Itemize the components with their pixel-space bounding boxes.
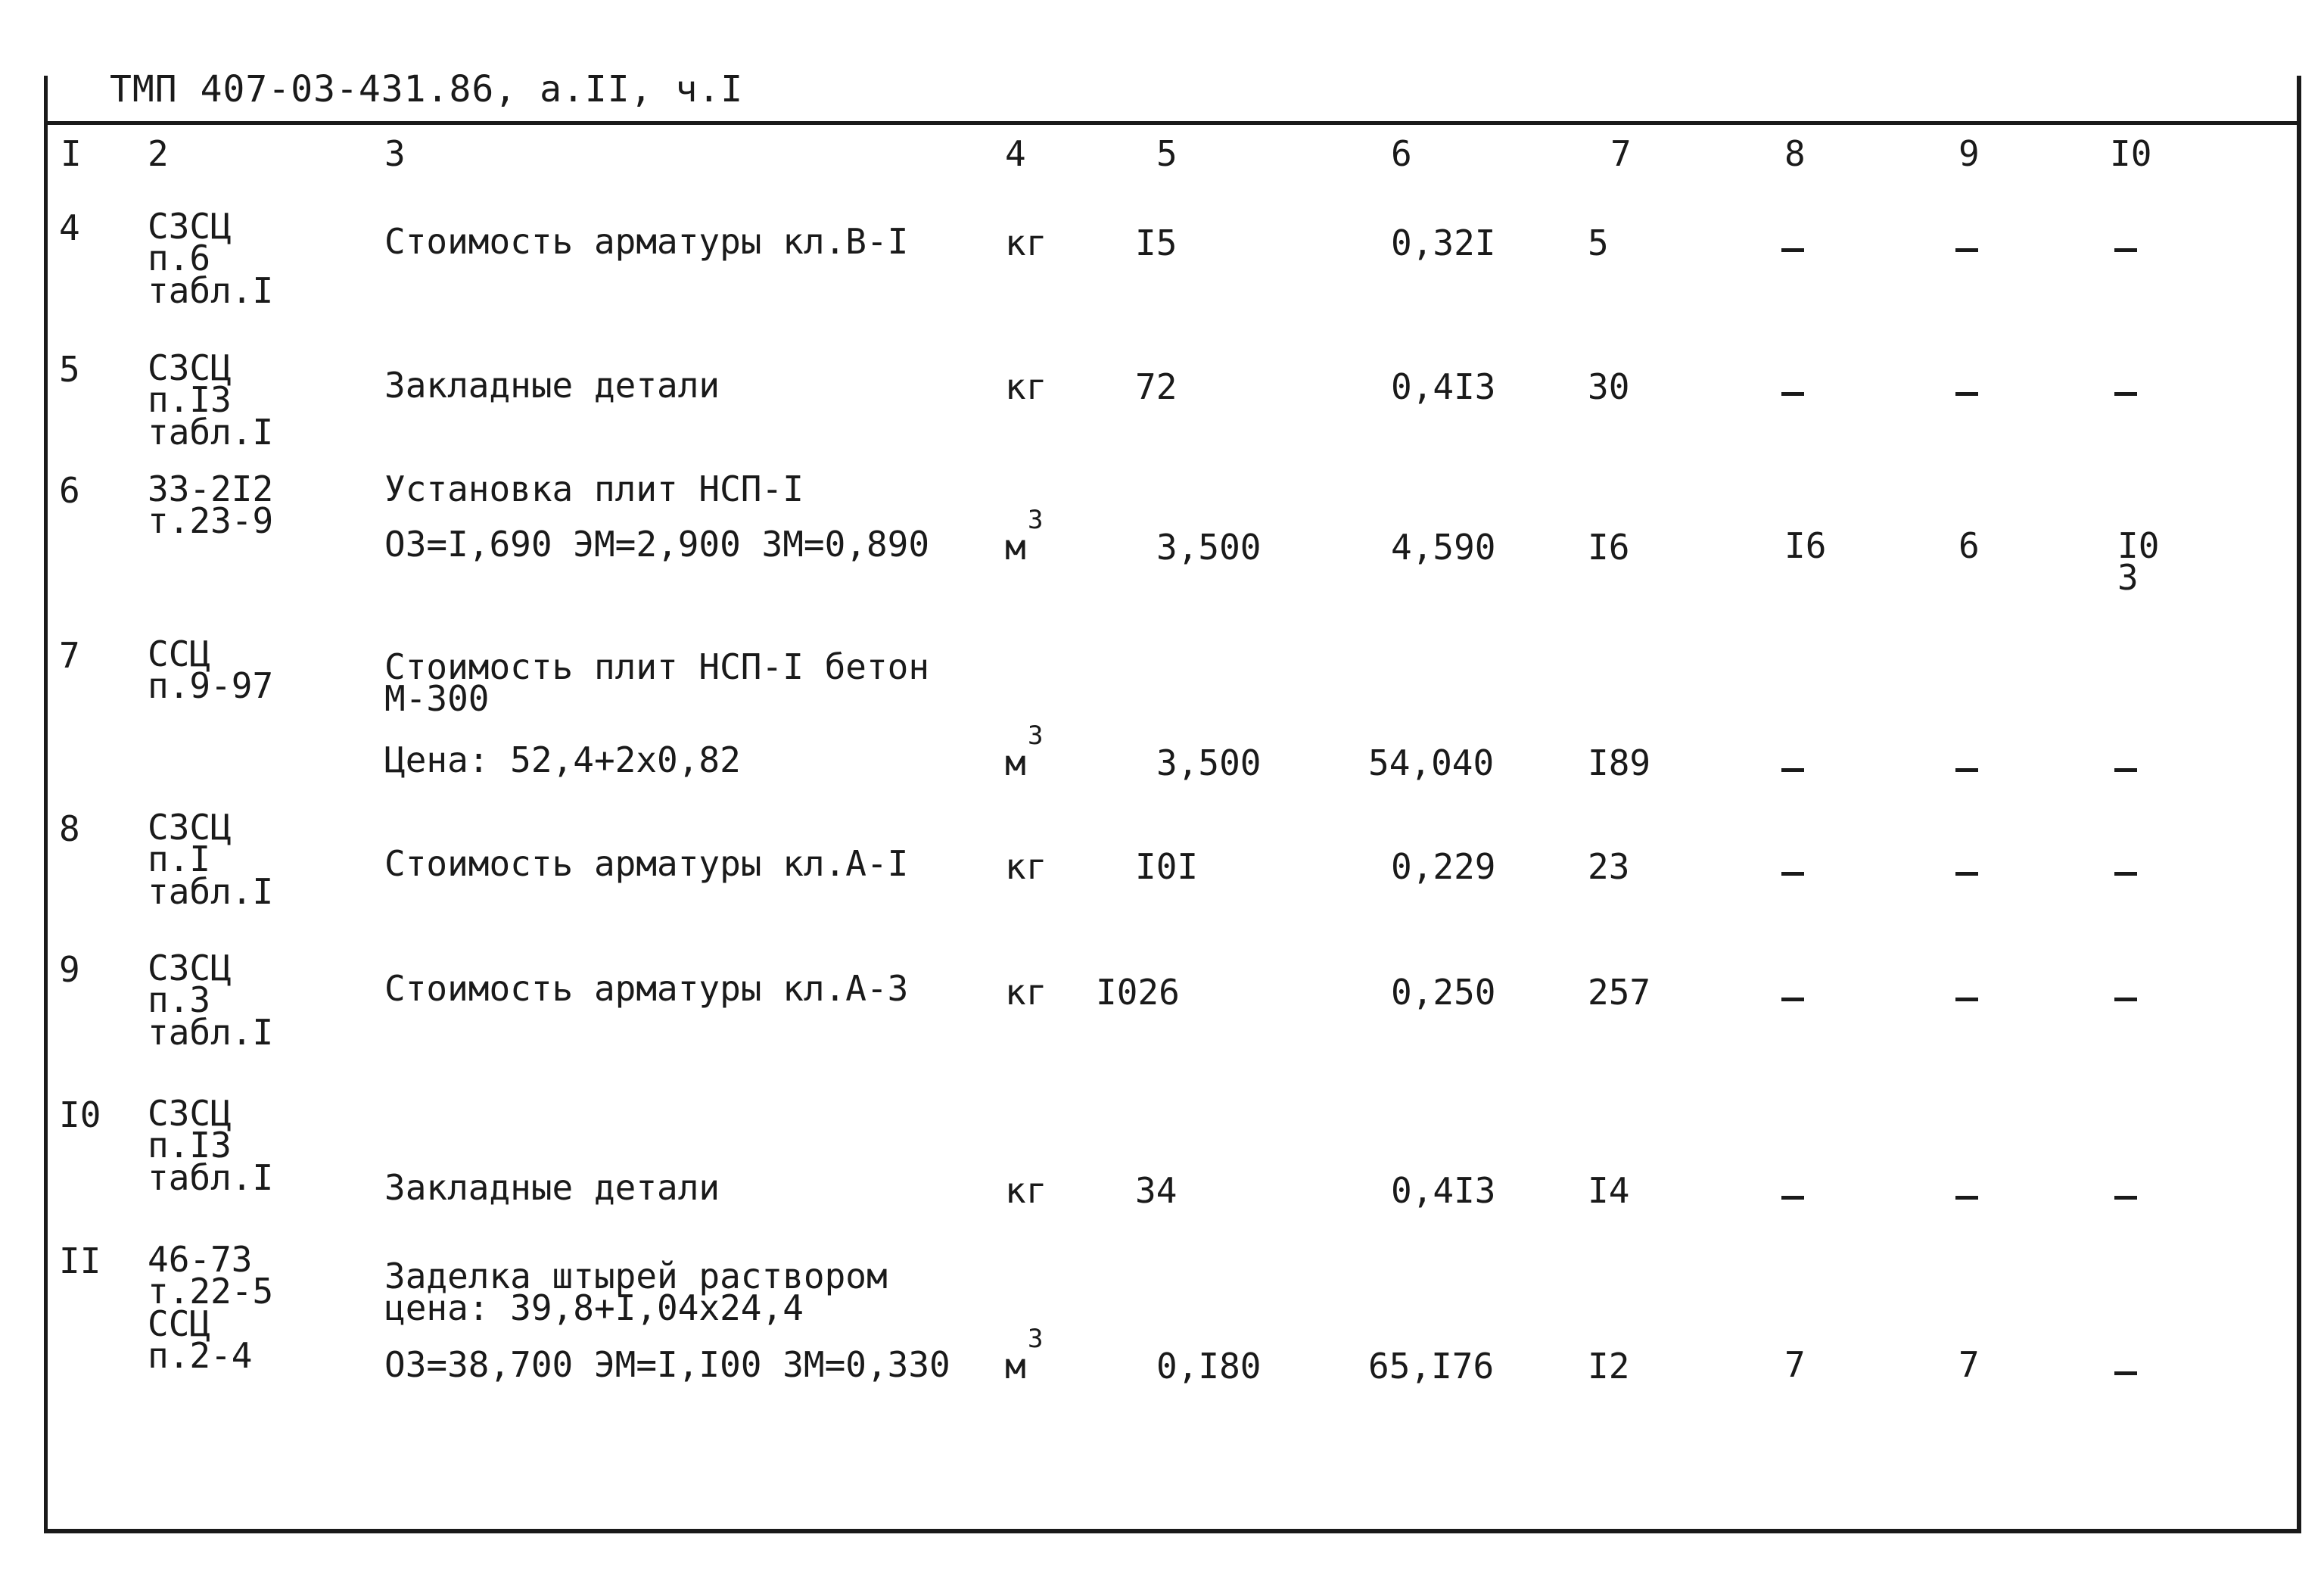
header-col-4: 4 [1005, 133, 1026, 174]
header-col-6: 6 [1391, 133, 1412, 174]
total-cost-value: 5 [1588, 223, 1609, 263]
unit-price-value: 0,32I [1391, 223, 1496, 263]
total-cost-value: I6 [1588, 527, 1630, 568]
empty-cell-dash [1781, 998, 1804, 1001]
unit-of-measure: кг [1005, 846, 1047, 887]
header-col-8: 8 [1784, 133, 1806, 174]
unit-of-measure: кг [1005, 972, 1047, 1013]
norm-reference: 33-2I2 т.23-9 [148, 468, 274, 542]
work-description: Стоимость плит НСП-I бетон М-300 [384, 646, 930, 720]
work-description: Закладные детали [384, 1167, 720, 1208]
norm-reference: СЗСЦ п.I3 табл.I [148, 347, 274, 453]
row-number: 7 [59, 635, 80, 676]
quantity-value: 34 [1135, 1170, 1178, 1211]
work-description: ОЗ=I,690 ЭМ=2,900 ЗМ=0,890 [384, 524, 930, 565]
empty-cell-dash [1955, 248, 1978, 252]
quantity-value: I5 [1135, 223, 1178, 263]
unit-of-measure: кг [1005, 223, 1047, 263]
unit-price-value: 0,4I3 [1391, 366, 1496, 407]
header-col-3: 3 [384, 133, 406, 174]
work-description: Заделка штырей раствором цена: 39,8+I,04х24,4 [384, 1256, 888, 1329]
work-description: Стоимость арматуры кл.А-I [384, 843, 909, 884]
header-col-10: I0 [2110, 133, 2152, 174]
empty-cell-dash [1955, 768, 1978, 772]
empty-cell-dash [2114, 872, 2137, 876]
empty-cell-dash [2114, 392, 2137, 396]
row-number: 9 [59, 949, 80, 990]
unit-price-value: 65,I76 [1368, 1346, 1495, 1387]
norm-reference: СЗСЦ п.3 табл.I [148, 948, 274, 1053]
empty-cell-dash [2114, 998, 2137, 1001]
unit-price-value: 0,229 [1391, 846, 1496, 887]
total-cost-value: 257 [1588, 972, 1651, 1013]
total-cost-value: 30 [1588, 366, 1630, 407]
unit-superscript: 3 [1028, 721, 1044, 751]
work-description: Стоимость арматуры кл.А-3 [384, 968, 909, 1009]
empty-cell-dash [2114, 1196, 2137, 1200]
work-description: Закладные детали [384, 365, 720, 406]
cost-component-value: 6 [1958, 525, 1980, 566]
empty-cell-dash [1955, 998, 1978, 1001]
total-cost-value: I2 [1588, 1346, 1630, 1387]
header-rule [44, 121, 2301, 125]
bottom-rule [44, 1529, 2301, 1533]
work-description: Стоимость арматуры кл.В-I [384, 221, 909, 262]
cost-component-value: I0 3 [2117, 525, 2160, 599]
empty-cell-dash [2114, 768, 2137, 772]
norm-reference: ССЦ п.9-97 [148, 633, 274, 707]
norm-reference: СЗСЦ п.I3 табл.I [148, 1093, 274, 1198]
work-description: Цена: 52,4+2х0,82 [384, 739, 741, 780]
unit-price-value: 0,250 [1391, 972, 1496, 1013]
row-number: 5 [59, 349, 80, 390]
cost-component-value: 7 [1958, 1344, 1980, 1385]
norm-reference: 46-73 т.22-5 ССЦ п.2-4 [148, 1239, 274, 1376]
total-cost-value: I89 [1588, 742, 1651, 783]
quantity-value: 72 [1135, 366, 1178, 407]
header-col-9: 9 [1958, 133, 1980, 174]
unit-price-value: 54,040 [1368, 742, 1495, 783]
header-col-1: I [61, 133, 82, 174]
empty-cell-dash [1955, 872, 1978, 876]
row-number: 4 [59, 207, 80, 248]
header-col-7: 7 [1610, 133, 1632, 174]
empty-cell-dash [1781, 1196, 1804, 1200]
quantity-value: 0,I80 [1156, 1346, 1262, 1387]
quantity-value: 3,500 [1156, 742, 1262, 783]
left-border-line [44, 76, 48, 1533]
unit-of-measure: м [1005, 742, 1026, 783]
empty-cell-dash [1781, 248, 1804, 252]
unit-of-measure: кг [1005, 366, 1047, 407]
empty-cell-dash [1781, 392, 1804, 396]
total-cost-value: I4 [1588, 1170, 1630, 1211]
row-number: I0 [59, 1094, 101, 1135]
quantity-value: I026 [1096, 972, 1180, 1013]
cost-component-value: I6 [1784, 525, 1827, 566]
unit-price-value: 0,4I3 [1391, 1170, 1496, 1211]
cost-component-value: 7 [1784, 1344, 1806, 1385]
work-description: ОЗ=38,700 ЭМ=I,I00 ЗМ=0,330 [384, 1344, 950, 1385]
row-number: II [59, 1240, 101, 1281]
quantity-value: I0I [1135, 846, 1199, 887]
unit-superscript: 3 [1028, 505, 1044, 535]
empty-cell-dash [1955, 1196, 1978, 1200]
unit-of-measure: м [1005, 1346, 1026, 1387]
total-cost-value: 23 [1588, 846, 1630, 887]
right-border-line [2297, 76, 2301, 1533]
unit-superscript: 3 [1028, 1324, 1044, 1354]
header-col-2: 2 [148, 133, 169, 174]
norm-reference: СЗСЦ п.6 табл.I [148, 206, 274, 311]
row-number: 6 [59, 470, 80, 511]
empty-cell-dash [1781, 768, 1804, 772]
row-number: 8 [59, 808, 80, 849]
header-col-5: 5 [1156, 133, 1178, 174]
empty-cell-dash [2114, 1371, 2137, 1375]
document-stamp: ТМП 407-03-431.86, а.II, ч.I [110, 68, 744, 110]
work-description: Установка плит НСП-I [384, 468, 804, 509]
empty-cell-dash [1955, 392, 1978, 396]
norm-reference: СЗСЦ п.I табл.I [148, 807, 274, 912]
quantity-value: 3,500 [1156, 527, 1262, 568]
empty-cell-dash [2114, 248, 2137, 252]
unit-of-measure: кг [1005, 1170, 1047, 1211]
empty-cell-dash [1781, 872, 1804, 876]
unit-price-value: 4,590 [1391, 527, 1496, 568]
unit-of-measure: м [1005, 527, 1026, 568]
